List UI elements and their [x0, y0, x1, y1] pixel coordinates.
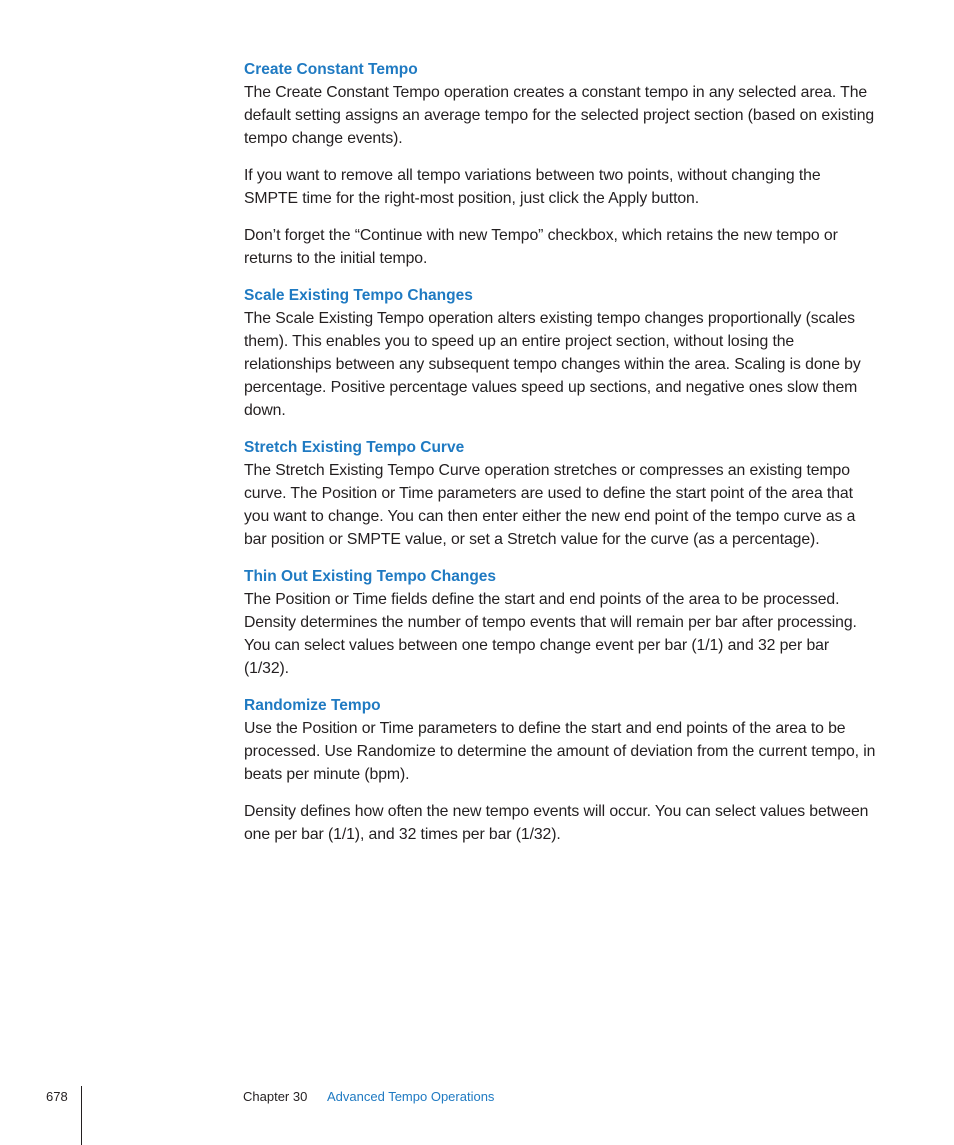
paragraph: Use the Position or Time parameters to define the start and end points of the area to be processed. Use Randomize to determine the amount of deviation from the current tempo, in beats per minute (bpm). [244, 720, 876, 783]
paragraph: If you want to remove all tempo variations between two points, without changing the SMPTE time for the right-most position, just click the Apply button. [244, 167, 821, 207]
document-body [244, 58, 876, 860]
section-create-constant-tempo [244, 58, 876, 270]
section-heading: Stretch Existing Tempo Curve [244, 439, 465, 456]
section-heading: Thin Out Existing Tempo Changes [244, 568, 497, 585]
chapter-label: Chapter 30 [243, 1089, 308, 1104]
section-heading: Randomize Tempo [244, 697, 381, 714]
footer-divider [81, 1086, 82, 1145]
paragraph: The Create Constant Tempo operation creates a constant tempo in any selected area. The default setting assigns an average tempo for the selected project section (based on existing tempo change events). [244, 84, 875, 147]
paragraph: Don’t forget the “Continue with new Tempo” checkbox, which retains the new tempo or returns to the initial tempo. [244, 227, 838, 267]
paragraph: The Scale Existing Tempo operation alters existing tempo changes proportionally (scales them). This enables you to speed up an entire project section, without losing the relationships between any subsequent tempo changes within the area. Scaling is done by percentage. Positive percentage values speed up sections, and negative ones slow them down. [244, 310, 861, 419]
section-stretch-existing-tempo-curve [244, 436, 876, 551]
paragraph: Density defines how often the new tempo events will occur. You can select values between one per bar (1/1), and 32 times per bar (1/32). [244, 803, 869, 843]
section-thin-out-existing-tempo-changes [244, 565, 876, 680]
paragraph: The Stretch Existing Tempo Curve operation stretches or compresses an existing tempo curve. The Position or Time parameters are used to define the start point of the area that you want to change. You can then enter either the new end point of the tempo curve as a bar position or SMPTE value, or set a Stretch value for the curve (as a percentage). [244, 462, 856, 548]
paragraph: The Position or Time fields define the start and end points of the area to be processed. Density determines the number of tempo events that will remain per bar after processing. You can select values between one tempo change event per bar (1/1) and 32 per bar (1/32). [244, 591, 857, 677]
chapter-title-link[interactable]: Advanced Tempo Operations [327, 1089, 495, 1104]
section-scale-existing-tempo-changes [244, 284, 876, 422]
section-randomize-tempo [244, 694, 876, 846]
section-heading: Scale Existing Tempo Changes [244, 287, 473, 304]
section-heading: Create Constant Tempo [244, 61, 418, 78]
page-number: 678 [46, 1089, 68, 1104]
